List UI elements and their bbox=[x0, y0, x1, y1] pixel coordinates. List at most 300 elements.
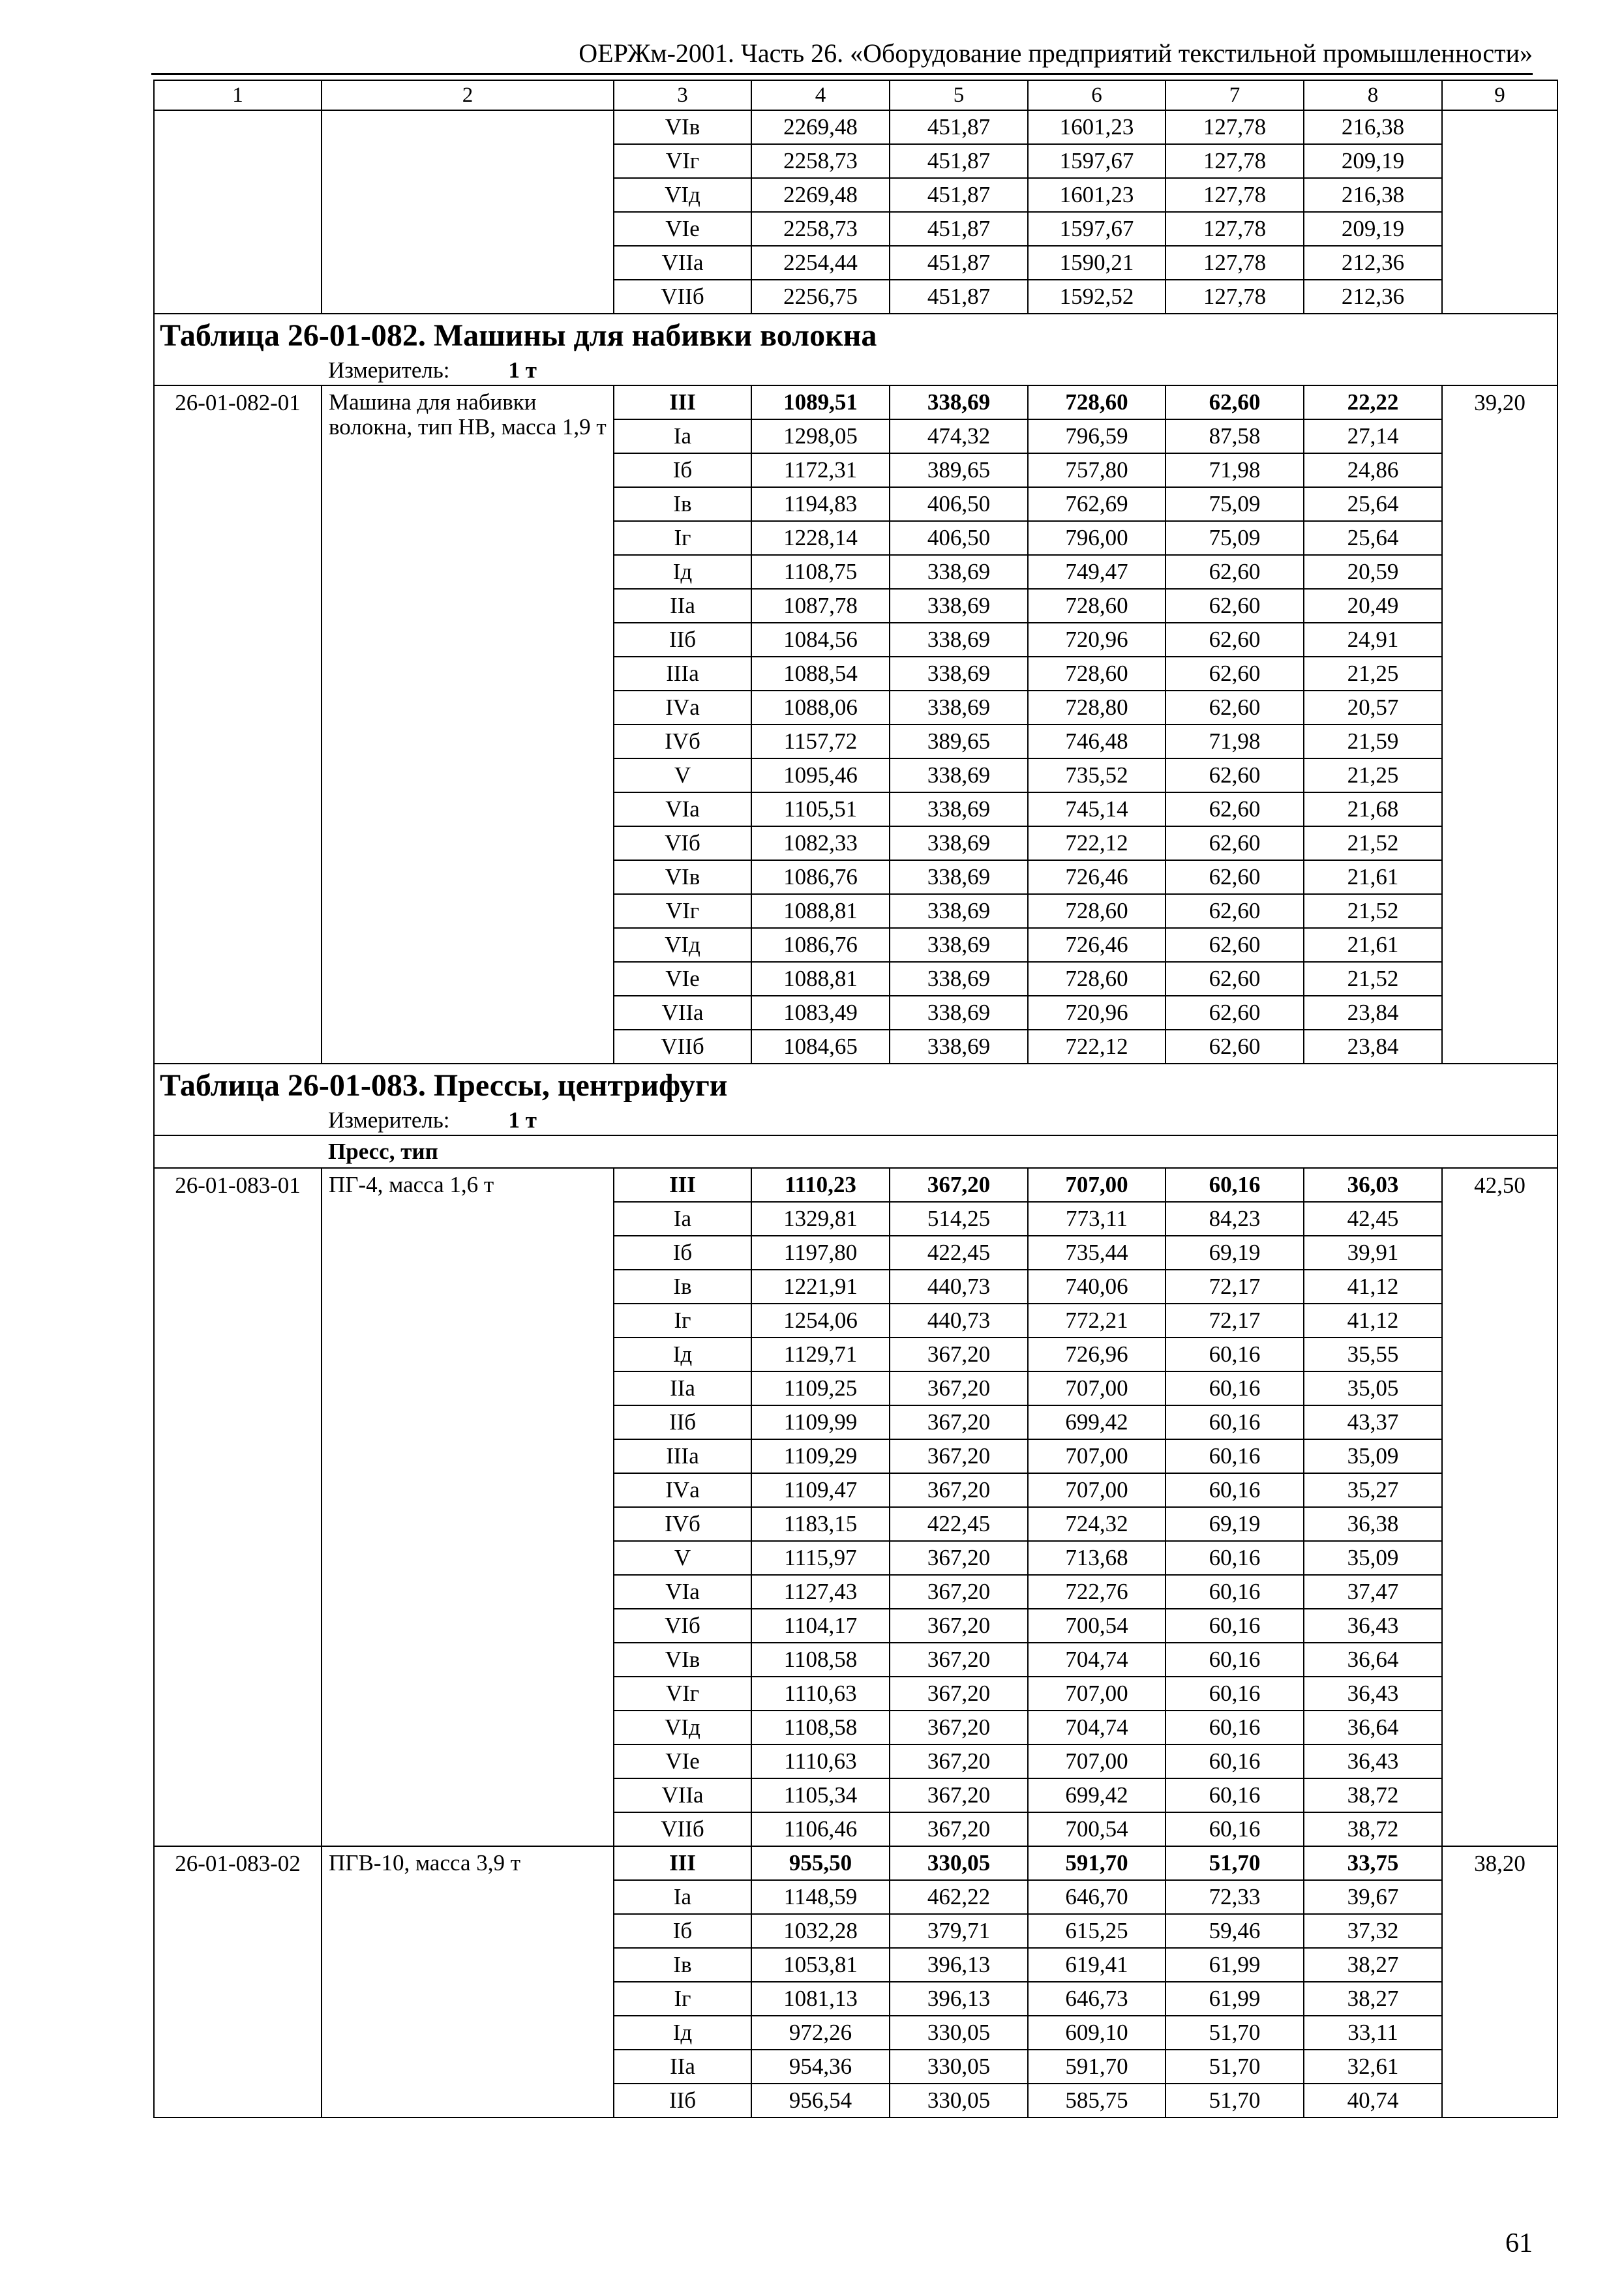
cost-value: 209,19 bbox=[1304, 144, 1442, 178]
cost-value: 37,32 bbox=[1304, 1914, 1442, 1948]
cost-value: 1104,17 bbox=[751, 1609, 890, 1643]
zone-code: IIа bbox=[614, 589, 751, 623]
cost-value: 1095,46 bbox=[751, 758, 890, 792]
cost-value: 35,55 bbox=[1304, 1338, 1442, 1371]
cost-value: 367,20 bbox=[890, 1643, 1028, 1677]
cost-value: 379,71 bbox=[890, 1914, 1028, 1948]
zone-code: Iв bbox=[614, 1270, 751, 1304]
cost-value: 1298,05 bbox=[751, 419, 890, 453]
measure-row bbox=[154, 1106, 1557, 1135]
cost-value: 615,25 bbox=[1028, 1914, 1165, 1948]
item-code: 26-01-083-02 bbox=[154, 1846, 322, 2117]
zone-code: Iа bbox=[614, 1202, 751, 1236]
cost-value: 1108,58 bbox=[751, 1643, 890, 1677]
cost-value: 75,09 bbox=[1165, 487, 1304, 521]
cost-value: 127,78 bbox=[1165, 110, 1304, 144]
cost-value: 700,54 bbox=[1028, 1609, 1165, 1643]
zone-code: VIIа bbox=[614, 1778, 751, 1812]
subheader-text: Пресс, тип bbox=[328, 1139, 438, 1164]
cost-value: 367,20 bbox=[890, 1575, 1028, 1609]
cost-value: 406,50 bbox=[890, 487, 1028, 521]
zone-code: IIа bbox=[614, 1371, 751, 1405]
cost-value: 1086,76 bbox=[751, 928, 890, 962]
zone-code: IVб bbox=[614, 725, 751, 758]
labor-value: 39,20 bbox=[1442, 385, 1557, 1064]
zone-code: VIб bbox=[614, 1609, 751, 1643]
cost-value: 367,20 bbox=[890, 1609, 1028, 1643]
zone-code: VIг bbox=[614, 144, 751, 178]
zone-code: VIд bbox=[614, 928, 751, 962]
cost-value: 1148,59 bbox=[751, 1880, 890, 1914]
cost-value: 1110,63 bbox=[751, 1744, 890, 1778]
cost-value: 60,16 bbox=[1165, 1439, 1304, 1473]
zone-code: VIв bbox=[614, 1643, 751, 1677]
cost-value: 338,69 bbox=[890, 996, 1028, 1030]
cost-value: 724,32 bbox=[1028, 1507, 1165, 1541]
cost-value: 127,78 bbox=[1165, 144, 1304, 178]
cost-value: 704,74 bbox=[1028, 1643, 1165, 1677]
zone-code: VIе bbox=[614, 212, 751, 246]
zone-code: Iд bbox=[614, 555, 751, 589]
cost-value: 440,73 bbox=[890, 1304, 1028, 1338]
cost-value: 1254,06 bbox=[751, 1304, 890, 1338]
cost-value: 60,16 bbox=[1165, 1371, 1304, 1405]
cost-value: 338,69 bbox=[890, 657, 1028, 691]
cost-value: 451,87 bbox=[890, 178, 1028, 212]
cost-value: 72,17 bbox=[1165, 1304, 1304, 1338]
zone-code: Iб bbox=[614, 1236, 751, 1270]
zone-code: VIIб bbox=[614, 280, 751, 314]
cost-value: 646,70 bbox=[1028, 1880, 1165, 1914]
cost-value: 1053,81 bbox=[751, 1948, 890, 1982]
cost-value: 462,22 bbox=[890, 1880, 1028, 1914]
cost-value: 367,20 bbox=[890, 1405, 1028, 1439]
cost-value: 37,47 bbox=[1304, 1575, 1442, 1609]
cost-value: 338,69 bbox=[890, 894, 1028, 928]
cost-value: 60,16 bbox=[1165, 1168, 1304, 1202]
cost-value: 700,54 bbox=[1028, 1812, 1165, 1846]
cost-value: 23,84 bbox=[1304, 1030, 1442, 1064]
item-code: 26-01-082-01 bbox=[154, 385, 322, 1064]
cost-value: 51,70 bbox=[1165, 2016, 1304, 2050]
cost-value: 216,38 bbox=[1304, 178, 1442, 212]
cost-value: 367,20 bbox=[890, 1778, 1028, 1812]
zone-code: IIб bbox=[614, 2084, 751, 2117]
cost-value: 1105,34 bbox=[751, 1778, 890, 1812]
cost-value: 127,78 bbox=[1165, 212, 1304, 246]
zone-code: V bbox=[614, 758, 751, 792]
cost-value: 338,69 bbox=[890, 1030, 1028, 1064]
cost-value: 36,64 bbox=[1304, 1711, 1442, 1744]
cost-value: 1088,06 bbox=[751, 691, 890, 725]
cost-value: 367,20 bbox=[890, 1473, 1028, 1507]
cost-value: 728,60 bbox=[1028, 589, 1165, 623]
cost-value: 1601,23 bbox=[1028, 110, 1165, 144]
cost-value: 2269,48 bbox=[751, 110, 890, 144]
cost-value: 451,87 bbox=[890, 212, 1028, 246]
cost-value: 1194,83 bbox=[751, 487, 890, 521]
cost-value: 38,27 bbox=[1304, 1982, 1442, 2016]
cost-value: 1088,54 bbox=[751, 657, 890, 691]
cost-value: 726,96 bbox=[1028, 1338, 1165, 1371]
cost-value: 42,45 bbox=[1304, 1202, 1442, 1236]
cost-value: 338,69 bbox=[890, 928, 1028, 962]
cost-value: 87,58 bbox=[1165, 419, 1304, 453]
zone-code: Iб bbox=[614, 1914, 751, 1948]
cost-value: 367,20 bbox=[890, 1711, 1028, 1744]
cost-value: 62,60 bbox=[1165, 589, 1304, 623]
cost-value: 21,25 bbox=[1304, 758, 1442, 792]
cost-value: 735,44 bbox=[1028, 1236, 1165, 1270]
item-name: ПГ-4, масса 1,6 т bbox=[322, 1168, 614, 1846]
cost-value: 1106,46 bbox=[751, 1812, 890, 1846]
item-name bbox=[322, 110, 614, 314]
cost-value: 35,05 bbox=[1304, 1371, 1442, 1405]
cost-value: 726,46 bbox=[1028, 860, 1165, 894]
cost-value: 35,09 bbox=[1304, 1439, 1442, 1473]
cost-value: 21,61 bbox=[1304, 860, 1442, 894]
cost-value: 1329,81 bbox=[751, 1202, 890, 1236]
cost-value: 1597,67 bbox=[1028, 212, 1165, 246]
cost-value: 591,70 bbox=[1028, 1846, 1165, 1880]
zone-code: Iв bbox=[614, 487, 751, 521]
cost-value: 1172,31 bbox=[751, 453, 890, 487]
cost-value: 1127,43 bbox=[751, 1575, 890, 1609]
labor-value: 38,20 bbox=[1442, 1846, 1557, 2117]
cost-value: 127,78 bbox=[1165, 246, 1304, 280]
cost-value: 60,16 bbox=[1165, 1711, 1304, 1744]
cost-value: 60,16 bbox=[1165, 1643, 1304, 1677]
cost-value: 72,17 bbox=[1165, 1270, 1304, 1304]
cost-value: 60,16 bbox=[1165, 1541, 1304, 1575]
zone-code: Iа bbox=[614, 1880, 751, 1914]
zone-code: VIIб bbox=[614, 1030, 751, 1064]
zone-code: III bbox=[614, 385, 751, 419]
measure-row bbox=[154, 356, 1557, 385]
cost-value: 796,59 bbox=[1028, 419, 1165, 453]
cost-value: 1089,51 bbox=[751, 385, 890, 419]
zone-code: Iв bbox=[614, 1948, 751, 1982]
cost-value: 20,59 bbox=[1304, 555, 1442, 589]
cost-value: 25,64 bbox=[1304, 487, 1442, 521]
cost-value: 1081,13 bbox=[751, 1982, 890, 2016]
column-number: 1 bbox=[154, 80, 322, 110]
cost-value: 21,61 bbox=[1304, 928, 1442, 962]
cost-value: 62,60 bbox=[1165, 996, 1304, 1030]
cost-value: 21,25 bbox=[1304, 657, 1442, 691]
measure-value: 1 т bbox=[508, 1107, 537, 1133]
cost-value: 212,36 bbox=[1304, 246, 1442, 280]
cost-value: 21,68 bbox=[1304, 792, 1442, 826]
cost-value: 62,60 bbox=[1165, 691, 1304, 725]
cost-value: 60,16 bbox=[1165, 1812, 1304, 1846]
cost-value: 62,60 bbox=[1165, 826, 1304, 860]
zone-code: VIг bbox=[614, 1677, 751, 1711]
table-title: Таблица 26-01-083. Прессы, центрифуги bbox=[154, 1064, 1557, 1106]
cost-value: 41,12 bbox=[1304, 1304, 1442, 1338]
subheader-row bbox=[154, 1135, 1557, 1168]
cost-value: 60,16 bbox=[1165, 1338, 1304, 1371]
cost-value: 24,86 bbox=[1304, 453, 1442, 487]
zone-code: Iг bbox=[614, 1982, 751, 2016]
cost-value: 330,05 bbox=[890, 1846, 1028, 1880]
item-name: ПГВ-10, масса 3,9 т bbox=[322, 1846, 614, 2117]
column-number-row bbox=[154, 80, 1557, 110]
cost-value: 722,12 bbox=[1028, 1030, 1165, 1064]
table-row bbox=[154, 110, 1557, 144]
cost-value: 1082,33 bbox=[751, 826, 890, 860]
cost-value: 62,60 bbox=[1165, 962, 1304, 996]
cost-value: 27,14 bbox=[1304, 419, 1442, 453]
cost-value: 60,16 bbox=[1165, 1744, 1304, 1778]
cost-value: 21,52 bbox=[1304, 894, 1442, 928]
zone-code: III bbox=[614, 1846, 751, 1880]
cost-value: 772,21 bbox=[1028, 1304, 1165, 1338]
cost-value: 69,19 bbox=[1165, 1507, 1304, 1541]
cost-value: 722,76 bbox=[1028, 1575, 1165, 1609]
cost-value: 1592,52 bbox=[1028, 280, 1165, 314]
zone-code: VIе bbox=[614, 962, 751, 996]
zone-code: IIб bbox=[614, 623, 751, 657]
cost-value: 60,16 bbox=[1165, 1677, 1304, 1711]
cost-value: 36,43 bbox=[1304, 1744, 1442, 1778]
table-title: Таблица 26-01-082. Машины для набивки волокна bbox=[154, 314, 1557, 356]
cost-value: 451,87 bbox=[890, 110, 1028, 144]
cost-value: 720,96 bbox=[1028, 623, 1165, 657]
cost-value: 389,65 bbox=[890, 725, 1028, 758]
cost-value: 474,32 bbox=[890, 419, 1028, 453]
cost-value: 338,69 bbox=[890, 385, 1028, 419]
cost-value: 23,84 bbox=[1304, 996, 1442, 1030]
item-code bbox=[154, 110, 322, 314]
zone-code: IIб bbox=[614, 1405, 751, 1439]
cost-value: 451,87 bbox=[890, 144, 1028, 178]
cost-value: 338,69 bbox=[890, 589, 1028, 623]
cost-value: 2269,48 bbox=[751, 178, 890, 212]
cost-value: 1590,21 bbox=[1028, 246, 1165, 280]
cost-value: 396,13 bbox=[890, 1948, 1028, 1982]
cost-value: 699,42 bbox=[1028, 1778, 1165, 1812]
cost-value: 61,99 bbox=[1165, 1982, 1304, 2016]
cost-value: 35,27 bbox=[1304, 1473, 1442, 1507]
cost-value: 367,20 bbox=[890, 1371, 1028, 1405]
cost-value: 707,00 bbox=[1028, 1744, 1165, 1778]
cost-value: 60,16 bbox=[1165, 1405, 1304, 1439]
cost-value: 38,72 bbox=[1304, 1778, 1442, 1812]
cost-value: 71,98 bbox=[1165, 453, 1304, 487]
cost-value: 367,20 bbox=[890, 1168, 1028, 1202]
cost-value: 32,61 bbox=[1304, 2050, 1442, 2084]
zone-code: VIд bbox=[614, 178, 751, 212]
cost-value: 367,20 bbox=[890, 1812, 1028, 1846]
cost-value: 338,69 bbox=[890, 555, 1028, 589]
cost-value: 84,23 bbox=[1165, 1202, 1304, 1236]
cost-value: 22,22 bbox=[1304, 385, 1442, 419]
cost-value: 1157,72 bbox=[751, 725, 890, 758]
cost-value: 338,69 bbox=[890, 623, 1028, 657]
zone-code: Iб bbox=[614, 453, 751, 487]
cost-value: 36,43 bbox=[1304, 1677, 1442, 1711]
labor-value: 42,50 bbox=[1442, 1168, 1557, 1846]
zone-code: IIа bbox=[614, 2050, 751, 2084]
zone-code: III bbox=[614, 1168, 751, 1202]
labor-value bbox=[1442, 110, 1557, 314]
measure-label: Измеритель: bbox=[328, 1107, 450, 1133]
cost-value: 728,80 bbox=[1028, 691, 1165, 725]
column-number: 4 bbox=[751, 80, 890, 110]
cost-value: 40,74 bbox=[1304, 2084, 1442, 2117]
zone-code: IVб bbox=[614, 1507, 751, 1541]
zone-code: VIг bbox=[614, 894, 751, 928]
cost-value: 51,70 bbox=[1165, 2084, 1304, 2117]
cost-value: 36,43 bbox=[1304, 1609, 1442, 1643]
cost-value: 2258,73 bbox=[751, 144, 890, 178]
cost-value: 406,50 bbox=[890, 521, 1028, 555]
cost-value: 20,57 bbox=[1304, 691, 1442, 725]
cost-value: 38,72 bbox=[1304, 1812, 1442, 1846]
cost-value: 1115,97 bbox=[751, 1541, 890, 1575]
cost-value: 330,05 bbox=[890, 2084, 1028, 2117]
cost-value: 59,46 bbox=[1165, 1914, 1304, 1948]
cost-value: 1109,25 bbox=[751, 1371, 890, 1405]
cost-value: 1110,63 bbox=[751, 1677, 890, 1711]
cost-value: 1110,23 bbox=[751, 1168, 890, 1202]
cost-value: 955,50 bbox=[751, 1846, 890, 1880]
cost-value: 1083,49 bbox=[751, 996, 890, 1030]
cost-value: 1108,58 bbox=[751, 1711, 890, 1744]
cost-value: 713,68 bbox=[1028, 1541, 1165, 1575]
table-row bbox=[154, 1846, 1557, 1880]
cost-value: 422,45 bbox=[890, 1236, 1028, 1270]
cost-value: 69,19 bbox=[1165, 1236, 1304, 1270]
cost-value: 749,47 bbox=[1028, 555, 1165, 589]
cost-value: 60,16 bbox=[1165, 1609, 1304, 1643]
cost-value: 367,20 bbox=[890, 1439, 1028, 1473]
zone-code: VIв bbox=[614, 860, 751, 894]
zone-code: VIIб bbox=[614, 1812, 751, 1846]
cost-value: 396,13 bbox=[890, 1982, 1028, 2016]
cost-value: 60,16 bbox=[1165, 1575, 1304, 1609]
cost-value: 728,60 bbox=[1028, 385, 1165, 419]
cost-value: 591,70 bbox=[1028, 2050, 1165, 2084]
cost-value: 762,69 bbox=[1028, 487, 1165, 521]
cost-value: 338,69 bbox=[890, 792, 1028, 826]
cost-value: 1108,75 bbox=[751, 555, 890, 589]
cost-value: 43,37 bbox=[1304, 1405, 1442, 1439]
zone-code: VIв bbox=[614, 110, 751, 144]
zone-code: VIа bbox=[614, 1575, 751, 1609]
zone-code: VIIа bbox=[614, 246, 751, 280]
cost-value: 62,60 bbox=[1165, 657, 1304, 691]
zone-code: Iд bbox=[614, 2016, 751, 2050]
cost-value: 609,10 bbox=[1028, 2016, 1165, 2050]
cost-value: 338,69 bbox=[890, 962, 1028, 996]
cost-value: 796,00 bbox=[1028, 521, 1165, 555]
column-number: 2 bbox=[322, 80, 614, 110]
zone-code: VIIа bbox=[614, 996, 751, 1030]
cost-value: 699,42 bbox=[1028, 1405, 1165, 1439]
cost-value: 707,00 bbox=[1028, 1439, 1165, 1473]
cost-value: 722,12 bbox=[1028, 826, 1165, 860]
cost-value: 367,20 bbox=[890, 1744, 1028, 1778]
zone-code: Iа bbox=[614, 419, 751, 453]
cost-value: 35,09 bbox=[1304, 1541, 1442, 1575]
cost-value: 735,52 bbox=[1028, 758, 1165, 792]
cost-value: 62,60 bbox=[1165, 894, 1304, 928]
page-number: 61 bbox=[1505, 2228, 1533, 2258]
cost-value: 707,00 bbox=[1028, 1677, 1165, 1711]
cost-value: 1129,71 bbox=[751, 1338, 890, 1371]
table-row bbox=[154, 1168, 1557, 1202]
cost-value: 1109,29 bbox=[751, 1439, 890, 1473]
zone-code: IIIа bbox=[614, 1439, 751, 1473]
cost-value: 728,60 bbox=[1028, 894, 1165, 928]
cost-value: 21,52 bbox=[1304, 826, 1442, 860]
cost-value: 422,45 bbox=[890, 1507, 1028, 1541]
cost-value: 216,38 bbox=[1304, 110, 1442, 144]
column-number: 5 bbox=[890, 80, 1028, 110]
price-table bbox=[153, 80, 1558, 2118]
cost-value: 60,16 bbox=[1165, 1473, 1304, 1507]
cost-value: 367,20 bbox=[890, 1338, 1028, 1371]
cost-value: 62,60 bbox=[1165, 928, 1304, 962]
cost-value: 1087,78 bbox=[751, 589, 890, 623]
cost-value: 707,00 bbox=[1028, 1168, 1165, 1202]
column-number: 9 bbox=[1442, 80, 1557, 110]
cost-value: 39,67 bbox=[1304, 1880, 1442, 1914]
cost-value: 1084,65 bbox=[751, 1030, 890, 1064]
cost-value: 707,00 bbox=[1028, 1371, 1165, 1405]
cost-value: 514,25 bbox=[890, 1202, 1028, 1236]
cost-value: 1088,81 bbox=[751, 962, 890, 996]
cost-value: 338,69 bbox=[890, 758, 1028, 792]
column-number: 8 bbox=[1304, 80, 1442, 110]
cost-value: 585,75 bbox=[1028, 2084, 1165, 2117]
subheader-cell bbox=[154, 1135, 1557, 1168]
cost-value: 62,60 bbox=[1165, 623, 1304, 657]
cost-value: 62,60 bbox=[1165, 860, 1304, 894]
zone-code: VIа bbox=[614, 792, 751, 826]
cost-value: 62,60 bbox=[1165, 555, 1304, 589]
cost-value: 62,60 bbox=[1165, 1030, 1304, 1064]
cost-value: 1183,15 bbox=[751, 1507, 890, 1541]
table-title-row bbox=[154, 1064, 1557, 1106]
cost-value: 72,33 bbox=[1165, 1880, 1304, 1914]
zone-code: IIIа bbox=[614, 657, 751, 691]
cost-value: 367,20 bbox=[890, 1541, 1028, 1575]
cost-value: 62,60 bbox=[1165, 758, 1304, 792]
column-number: 6 bbox=[1028, 80, 1165, 110]
cost-value: 21,59 bbox=[1304, 725, 1442, 758]
cost-value: 39,91 bbox=[1304, 1236, 1442, 1270]
cost-value: 720,96 bbox=[1028, 996, 1165, 1030]
cost-value: 1109,47 bbox=[751, 1473, 890, 1507]
cost-value: 20,49 bbox=[1304, 589, 1442, 623]
cost-value: 62,60 bbox=[1165, 792, 1304, 826]
zone-code: IVа bbox=[614, 1473, 751, 1507]
cost-value: 440,73 bbox=[890, 1270, 1028, 1304]
cost-value: 209,19 bbox=[1304, 212, 1442, 246]
cost-value: 956,54 bbox=[751, 2084, 890, 2117]
cost-value: 1221,91 bbox=[751, 1270, 890, 1304]
measure-label: Измеритель: bbox=[328, 357, 450, 383]
cost-value: 1601,23 bbox=[1028, 178, 1165, 212]
cost-value: 2254,44 bbox=[751, 246, 890, 280]
zone-code: VIб bbox=[614, 826, 751, 860]
cost-value: 127,78 bbox=[1165, 178, 1304, 212]
cost-value: 1197,80 bbox=[751, 1236, 890, 1270]
cost-value: 707,00 bbox=[1028, 1473, 1165, 1507]
